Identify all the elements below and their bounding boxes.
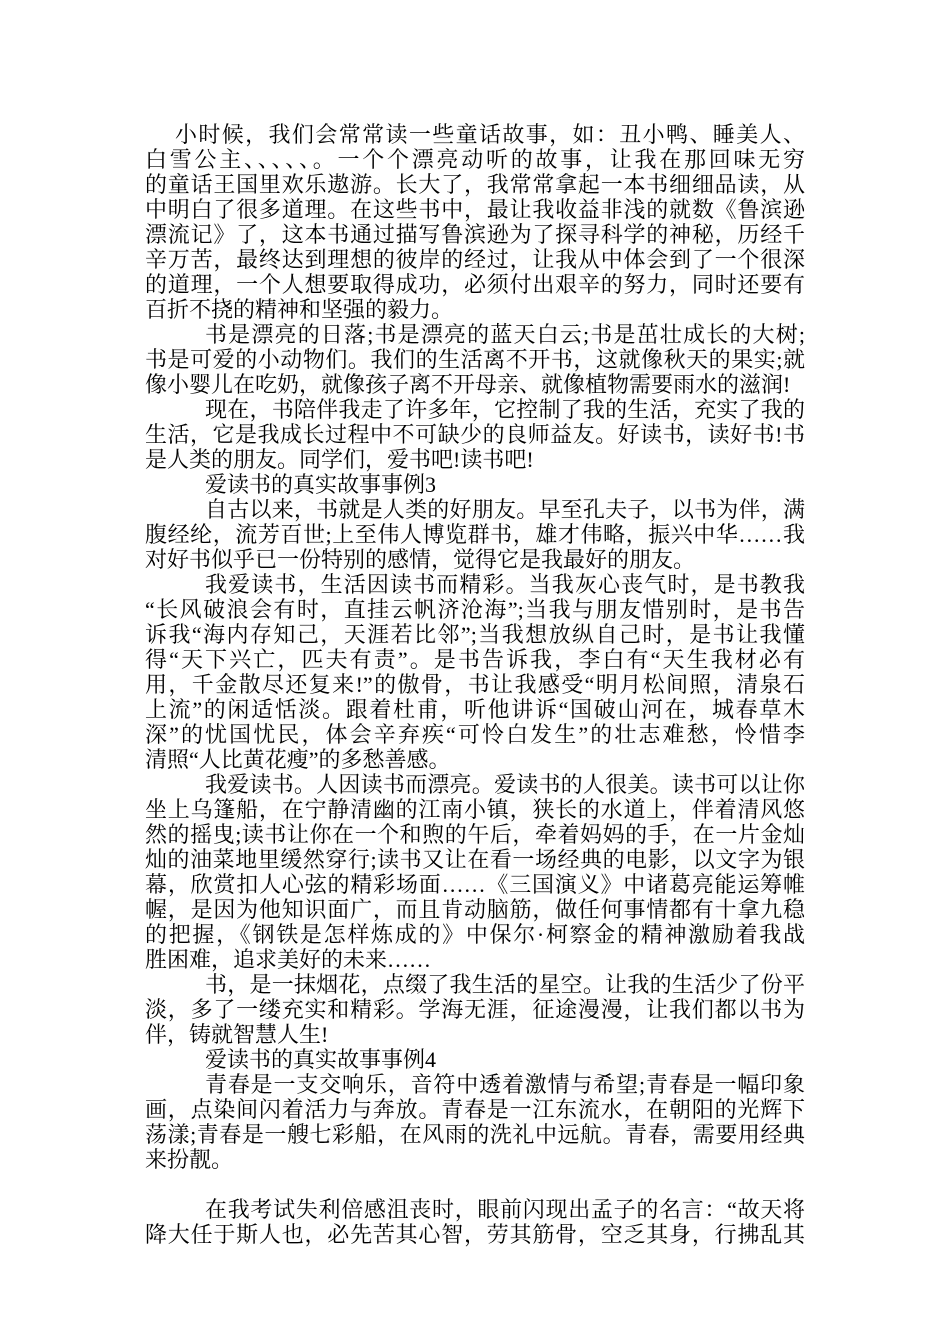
text-line: 的把握，《钢铁是怎样炼成的》中保尔·柯察金的精神激励着我战 bbox=[145, 922, 805, 947]
text-line: 淡，多了一缕充实和精彩。学海无涯，征途漫漫，让我们都以书为 bbox=[145, 997, 805, 1022]
text-line: 青春是一支交响乐，音符中透着激情与希望;青春是一幅印象 bbox=[205, 1072, 805, 1097]
text-line: 上流”的闲适恬淡。跟着杜甫，听他讲诉“国破山河在，城春草木 bbox=[145, 697, 805, 722]
text-line: 书是可爱的小动物们。我们的生活离不开书，这就像秋天的果实;就 bbox=[145, 347, 805, 372]
paragraph bbox=[145, 322, 805, 397]
paragraph bbox=[145, 397, 805, 472]
text-line: 来扮靓。 bbox=[145, 1147, 234, 1172]
text-line: 幄，是因为他知识面广，而且肯动脑筋，做任何事情都有十拿九稳 bbox=[145, 897, 805, 922]
paragraph bbox=[145, 1072, 805, 1172]
text-line: 诉我“海内存知己，天涯若比邻”;当我想放纵自己时，是书让我懂 bbox=[145, 622, 805, 647]
text-line: 我爱读书。人因读书而漂亮。爱读书的人很美。读书可以让你 bbox=[205, 772, 805, 797]
text-line: 辛万苦，最终达到理想的彼岸的经过，让我从中体会到了一个很深 bbox=[145, 247, 805, 272]
document-body bbox=[145, 122, 805, 1247]
text-line: 的道理，一个人想要取得成功，必须付出艰辛的努力，同时还要有 bbox=[145, 272, 805, 297]
text-line: “长风破浪会有时，直挂云帆济沧海”;当我与朋友惜别时，是书告 bbox=[145, 597, 805, 622]
paragraph bbox=[145, 122, 805, 322]
section-heading: 爱读书的真实故事事例4 bbox=[205, 1047, 437, 1072]
text-line: 百折不挠的精神和坚强的毅力。 bbox=[145, 297, 454, 322]
text-line: 自古以来，书就是人类的好朋友。早至孔夫子，以书为伴，满 bbox=[205, 497, 805, 522]
text-line: 清照“人比黄花瘦”的多愁善感。 bbox=[145, 747, 451, 772]
text-line: 的童话王国里欢乐遨游。长大了，我常常拿起一本书细细品读，从 bbox=[145, 172, 805, 197]
text-line: 我爱读书，生活因读书而精彩。当我灰心丧气时，是书教我 bbox=[205, 572, 805, 597]
paragraph bbox=[145, 497, 805, 572]
text-line: 是人类的朋友。同学们，爱书吧!读书吧! bbox=[145, 447, 534, 472]
text-line: 灿的油菜地里缓然穿行;读书又让在看一场经典的电影，以文字为银 bbox=[145, 847, 805, 872]
text-line: 得“天下兴亡，匹夫有责”。是书告诉我，李白有“天生我材必有 bbox=[145, 647, 805, 672]
text-line: 荡漾;青春是一艘七彩船，在风雨的洗礼中远航。青春，需要用经典 bbox=[145, 1122, 805, 1147]
text-line: 在我考试失利倍感沮丧时，眼前闪现出孟子的名言：“故天将 bbox=[205, 1197, 805, 1222]
text-line: 中明白了很多道理。在这些书中，最让我收益非浅的就数《鲁滨逊 bbox=[145, 197, 805, 222]
text-line: 深”的忧国忧民，体会辛弃疾“可怜白发生”的壮志难愁，怜惜李 bbox=[145, 722, 805, 747]
text-line: 然的摇曳;读书让你在一个和煦的午后，牵着妈妈的手，在一片金灿 bbox=[145, 822, 805, 847]
text-line: 漂流记》了，这本书通过描写鲁滨逊为了探寻科学的神秘，历经千 bbox=[145, 222, 805, 247]
paragraph bbox=[145, 972, 805, 1047]
text-line: 小时候，我们会常常读一些童话故事，如：丑小鸭、睡美人、 bbox=[175, 122, 805, 147]
paragraph bbox=[145, 572, 805, 772]
text-line: 胜困难，追求美好的未来…… bbox=[145, 947, 432, 972]
paragraph bbox=[145, 772, 805, 972]
text-line: 书是漂亮的日落;书是漂亮的蓝天白云;书是茁壮成长的大树; bbox=[205, 322, 805, 347]
text-line: 书，是一抹烟花，点缀了我生活的星空。让我的生活少了份平 bbox=[205, 972, 805, 997]
text-line: 用，千金散尽还复来!”的傲骨，书让我感受“明月松间照，清泉石 bbox=[145, 672, 805, 697]
text-line: 腹经纶，流芳百世;上至伟人博览群书，雄才伟略，振兴中华……我 bbox=[145, 522, 805, 547]
text-line: 幕，欣赏扣人心弦的精彩场面……《三国演义》中诸葛亮能运筹帷 bbox=[145, 872, 805, 897]
paragraph bbox=[145, 1197, 805, 1247]
text-line: 坐上乌篷船，在宁静清幽的江南小镇，狭长的水道上，伴着清风悠 bbox=[145, 797, 805, 822]
text-line: 画，点染间闪着活力与奔放。青春是一江东流水，在朝阳的光辉下 bbox=[145, 1097, 805, 1122]
text-line: 现在，书陪伴我走了许多年，它控制了我的生活，充实了我的 bbox=[205, 397, 805, 422]
text-line: 像小婴儿在吃奶，就像孩子离不开母亲、就像植物需要雨水的滋润! bbox=[145, 372, 791, 397]
text-line: 伴，铸就智慧人生! bbox=[145, 1022, 329, 1047]
text-line: 白雪公主、、、、、。一个个漂亮动听的故事，让我在那回味无穷 bbox=[145, 147, 805, 172]
text-line: 降大任于斯人也，必先苦其心智，劳其筋骨，空乏其身，行拂乱其 bbox=[145, 1222, 805, 1247]
text-line: 生活，它是我成长过程中不可缺少的良师益友。好读书，读好书!书 bbox=[145, 422, 805, 447]
section-heading: 爱读书的真实故事事例3 bbox=[205, 472, 437, 497]
text-line: 对好书似乎已一份特别的感情，觉得它是我最好的朋友。 bbox=[145, 547, 696, 572]
